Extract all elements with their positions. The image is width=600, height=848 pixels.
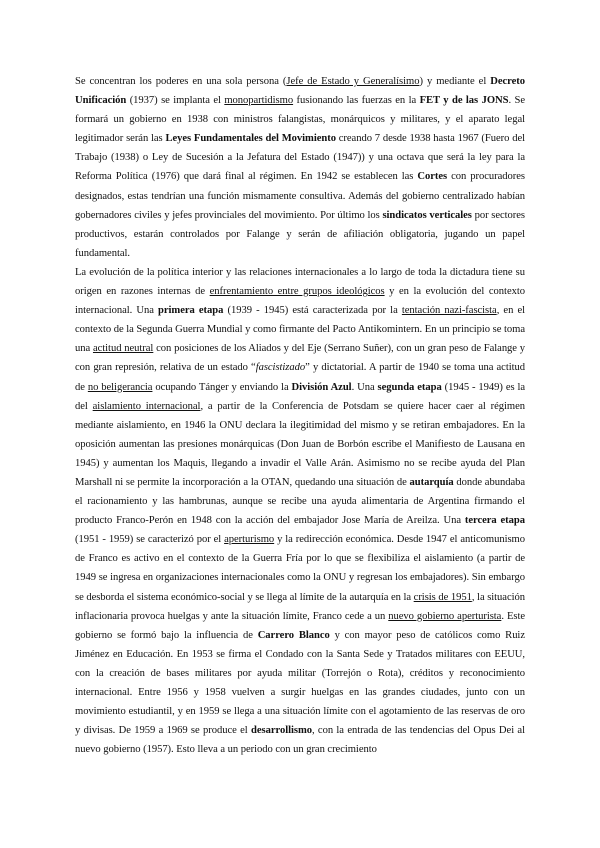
text-run: . Una xyxy=(351,381,378,393)
text-run: , con la entrada de las tendencias del Opus Dei al nuevo gobierno (1957). Esto lleva a un periodo con un gran crecimiento xyxy=(75,725,525,756)
bold-term: FET y de las JONS xyxy=(419,95,509,107)
text-run: y en la evolución del contexto internacional. Una xyxy=(75,286,525,317)
text-run: (1939 - 1945) está caracterizada por la xyxy=(223,305,402,317)
text-run: y la redirección económica. Desde 1947 el anticomunismo de Franco es activo en el contexto de la Guerra Fría por lo que se flexibiliza el aislamiento (a partir de 1949 se ingresa en organizaciones internacionales como la ONU y regresan los embajadores). Sin embargo se desborda el sistema económico-social y se llega al límite de la autarquía en la xyxy=(75,534,525,603)
underlined-term: enfrentamiento entre grupos ideológicos xyxy=(209,286,385,298)
underlined-term: Jefe de Estado y Generalísimo xyxy=(286,76,420,87)
bold-term: primera etapa xyxy=(158,305,224,317)
text-run: La evolución de la política interior y las relaciones internacionales a lo largo de toda la dictadura tiene su origen en razones internas de xyxy=(75,266,525,298)
bold-term: Leyes Fundamentales del Movimiento xyxy=(165,133,336,145)
underlined-term: aislamiento internacional xyxy=(92,400,201,412)
text-run: con procuradores designados, estas tendrían una función mismamente consultiva. Además del gobierno centralizado habían gobernadores civiles y jefes provinciales del movimiento. Por último los xyxy=(75,171,526,221)
text-run: por sectores productivos, estarán controlados por Falange y serán de afiliación obligatoria, jugando un papel fundamental. xyxy=(75,209,526,259)
text-run: ) y mediante el xyxy=(419,76,491,87)
underlined-term: monopartidismo xyxy=(224,95,294,107)
text-run: (1945 - 1949) es la del xyxy=(75,381,526,412)
underlined-term: aperturismo xyxy=(224,534,275,546)
bold-term: sindicatos verticales xyxy=(382,209,472,221)
italic-term: fascistizado xyxy=(255,362,306,374)
text-run: Se concentran los poderes en una sola persona ( xyxy=(75,76,287,87)
text-run: y con mayor peso de católicos como Ruiz Jiménez en Educación. En 1953 se firma el Condado con la Santa Sede y Tratados militares con EEUU, con la creación de bases militares por ayuda militar (Torrejón o Rota), créditos y reconocimiento internacional. Entre 1956 y 1958 vuelven a surgir huelgas en las grandes ciudades, junto con un movimiento estudiantil, y en 1959 se llega a una situación límite con el agotamiento de las reservas de oro y divisas. De 1959 a 1969 se produce el xyxy=(75,629,525,737)
paragraph-2 xyxy=(75,263,525,759)
text-run: ” y dictatorial. A partir de 1940 se toma una actitud de xyxy=(75,362,525,393)
text-run: (1937) se implanta el xyxy=(126,95,225,107)
underlined-term: tentación nazi-fascista xyxy=(401,305,497,317)
text-run: donde abundaba el racionamiento y las hambrunas, aunque se recibe una ayuda alimentaria de Argentina firmando el producto Franco-Perón en 1948 con la acción del embajador Jose María de Areilza. Una xyxy=(75,476,525,527)
paragraph-1 xyxy=(75,72,525,263)
underlined-term: actitud neutral xyxy=(92,343,154,355)
bold-term: Decreto Unificación xyxy=(75,76,525,107)
text-run: ocupando Tánger y enviando la xyxy=(152,381,292,393)
underlined-term: no beligerancia xyxy=(87,381,153,393)
bold-term: División Azul xyxy=(291,381,352,393)
text-run: con posiciones de los Aliados y del Eje (Serrano Suñer), con un gran peso de Falange y con gran represión, relativa de un estado “ xyxy=(75,343,526,374)
text-run: creando 7 desde 1938 hasta 1967 (Fuero del Trabajo (1938) o Ley de Sucesión a la Jefatura del Estado (1947)) y una octava que será la ley para la Reforma Política (1976) que dará final al régimen. En 1942 se establecen las xyxy=(75,133,525,183)
text-run: , en el contexto de la Segunda Guerra Mundial y como firmante del Pacto Antikomintern. En un principio se toma una xyxy=(75,305,526,355)
text-run: , a partir de la Conferencia de Potsdam se quiere hacer caer al régimen mediante aislamiento, en 1946 la ONU declara la ilegitimidad del mismo y se retiran embajadores. En la oposición aumentan las presiones monárquicas (Don Juan de Borbón escribe el Manifiesto de Lausana en 1945) y aumentan los Maquis, llegando a invadir el Valle Arán. Asimismo no se recibe ayuda del Plan Marshall ni se permite la incorporación a la OTAN, quedando una situación de xyxy=(75,400,526,488)
text-run: . Este gobierno se formó bajo la influencia de xyxy=(75,610,525,641)
text-run: , la situación inflacionaria provoca huelgas y ante la situación límite, Franco cede a un xyxy=(75,591,525,622)
bold-term: autarquía xyxy=(409,476,454,488)
bold-term: Carrero Blanco xyxy=(257,629,330,641)
text-run: . Se formará un gobierno en 1938 con ministros falangistas, monárquicos y militares, y el aparato legal legitimador serán las xyxy=(75,95,525,145)
underlined-term: nuevo gobierno aperturista xyxy=(388,610,502,622)
bold-term: Cortes xyxy=(417,171,448,183)
bold-term: desarrollismo xyxy=(251,725,312,737)
text-run: (1951 - 1959) se caracterizó por el xyxy=(75,534,225,546)
bold-term: segunda etapa xyxy=(377,381,442,393)
bold-term: tercera etapa xyxy=(464,515,525,527)
underlined-term: crisis de 1951 xyxy=(413,591,472,603)
text-run: fusionando las fuerzas en la xyxy=(293,95,420,107)
